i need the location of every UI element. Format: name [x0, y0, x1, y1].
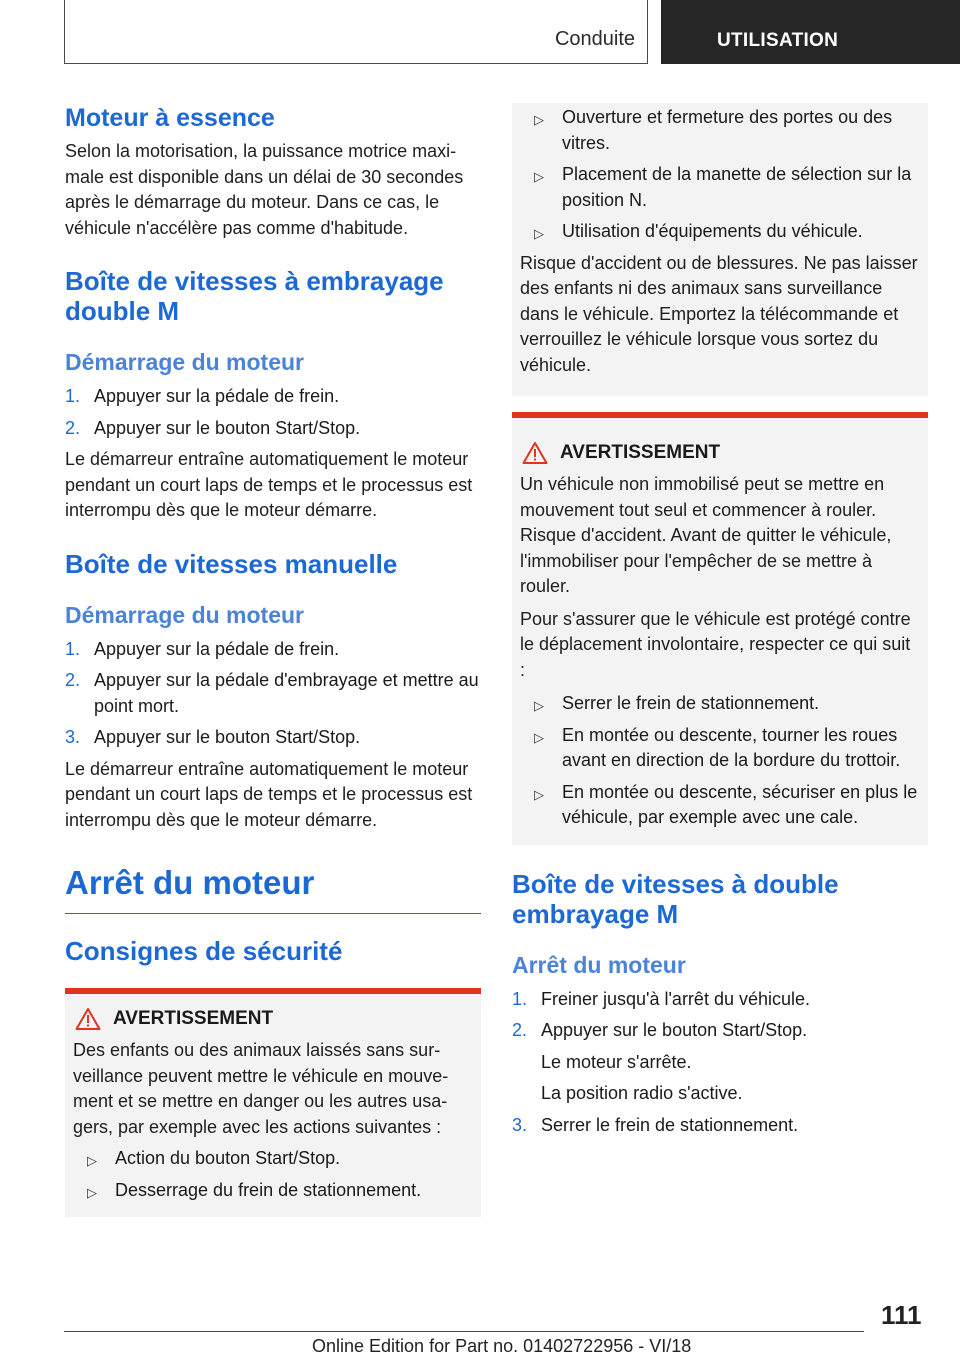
list-item: ▷ Serrer le frein de stationnement.	[534, 693, 820, 713]
list-item: ▷ Ouverture et fermeture des portes ou des vitres.	[534, 107, 893, 153]
warning-title: AVERTISSEMENT	[520, 438, 920, 468]
header-section-label: Conduite	[554, 28, 635, 50]
warning-text: Pour s'assurer que le véhicule est protégé contre le déplacement involontaire, respecter ce qui suit :	[520, 608, 911, 680]
warning-text: Des enfants ou des animaux laissés sans surveillance peuvent mettre le véhicule en mouvement et se mettre en danger ou les autres usagers, par exemple avec les actions suivantes :	[73, 1040, 449, 1137]
step-note: La position radio s'active.	[541, 1083, 743, 1103]
subsection-title-arret: Arrêt du moteur	[512, 951, 686, 978]
list-item: 2. Appuyer sur le bouton Start/Stop.	[65, 417, 361, 438]
warning-title: AVERTISSEMENT	[73, 1004, 473, 1034]
list-item: ▷ Desserrage du frein de stationnement.	[87, 1179, 422, 1200]
list-item: 3. Serrer le frein de stationnement.	[512, 1114, 799, 1135]
left-column	[65, 100, 481, 1217]
section-title-boite-manuelle: Boîte de vitesses manuelle	[65, 548, 398, 579]
warning-list	[520, 691, 920, 831]
warning-box	[65, 988, 481, 1217]
section-title-moteur-essence: Moteur à essence	[65, 104, 275, 132]
list-item: ▷ Placement de la manette de sélection sur la position N.	[534, 164, 912, 210]
warning-triangle-icon	[522, 441, 548, 465]
warning-list	[520, 105, 920, 245]
page-number: 111	[881, 1300, 922, 1330]
section-title-consignes: Consignes de sécurité	[65, 936, 343, 966]
paragraph-demarreur: Le démarreur entraîne automatiquement le moteur pendant un court laps de temps et le processus est interrompu dès que le moteur démarre.	[65, 449, 473, 520]
list-item: ▷ Utilisation d'équipements du véhicule.	[534, 221, 863, 241]
list-item: ▷ En montée ou descente, sécuriser en plus le véhicule, par exemple avec une cale.	[534, 781, 918, 827]
step-note: Le moteur s'arrête.	[541, 1051, 692, 1072]
list-item: ▷ Action du bouton Start/Stop.	[87, 1148, 341, 1168]
header-chapter-box	[661, 0, 960, 64]
header-section-box	[64, 0, 648, 64]
steps-list	[512, 987, 928, 1139]
list-item: 1. Freiner jusqu'à l'arrêt du véhicule.	[512, 988, 811, 1009]
warning-list	[73, 1146, 473, 1203]
chapter-title-arret: Arrêt du moteur	[65, 863, 481, 914]
list-item: 3. Appuyer sur le bouton Start/Stop.	[65, 727, 361, 747]
list-item: 1. Appuyer sur la pédale de frein.	[65, 386, 340, 406]
steps-list	[65, 637, 481, 751]
list-item: ▷ En montée ou descente, tourner les roues avant en direction de la bordure du trottoir.	[534, 724, 901, 770]
list-item: 2. Appuyer sur le bouton Start/Stop. Le moteur s'arrête. La position radio s'active.	[512, 1018, 928, 1107]
section-title-boite-double-arret: Boîte de vitesses à double embrayage M	[512, 868, 839, 929]
footer-edition: Online Edition for Part no. 01402722956 - VI/18	[312, 1336, 692, 1356]
list-item: 1. Appuyer sur la pédale de frein.	[65, 638, 340, 659]
warning-text: Un véhicule non immobilisé peut se mettre en mouvement tout seul et commencer à rouler. Risque d'accident. Avant de quitter le véhicule, l'immobiliser pour l'empêcher de se mettre à rouler.	[520, 474, 892, 596]
right-column	[512, 103, 928, 1144]
paragraph-moteur-essence: Selon la motorisation, la puissance motrice maximale est disponible dans un délai de 30 secondes après le démarrage du moteur. Dans ce cas, le véhicule n'accélère pas comme d'habitude.	[65, 141, 464, 238]
steps-list	[65, 384, 481, 441]
header-chapter-label: UTILISATION	[717, 30, 839, 51]
section-title-boite-double: Boîte de vitesses à embrayage double M	[65, 266, 444, 326]
list-item: 2. Appuyer sur la pédale d'embrayage et mettre au point mort.	[65, 670, 479, 716]
subsection-title-demarrage: Démarrage du moteur	[65, 601, 305, 628]
warning-box-continued	[512, 103, 928, 396]
paragraph-demarreur: Le démarreur entraîne automatiquement le moteur pendant un court laps de temps et le processus est interrompu dès que le moteur démarre.	[65, 758, 473, 830]
footer-divider	[64, 1331, 864, 1332]
warning-text: Risque d'accident ou de blessures. Ne pas laisser des enfants ni des animaux sans surveillance dans le véhicule. Emportez la télécommande et verrouillez le véhicule lorsque vous sortez du véhicule.	[520, 252, 918, 375]
subsection-title-demarrage: Démarrage du moteur	[65, 349, 305, 375]
warning-box	[512, 412, 928, 845]
warning-triangle-icon	[75, 1007, 101, 1031]
